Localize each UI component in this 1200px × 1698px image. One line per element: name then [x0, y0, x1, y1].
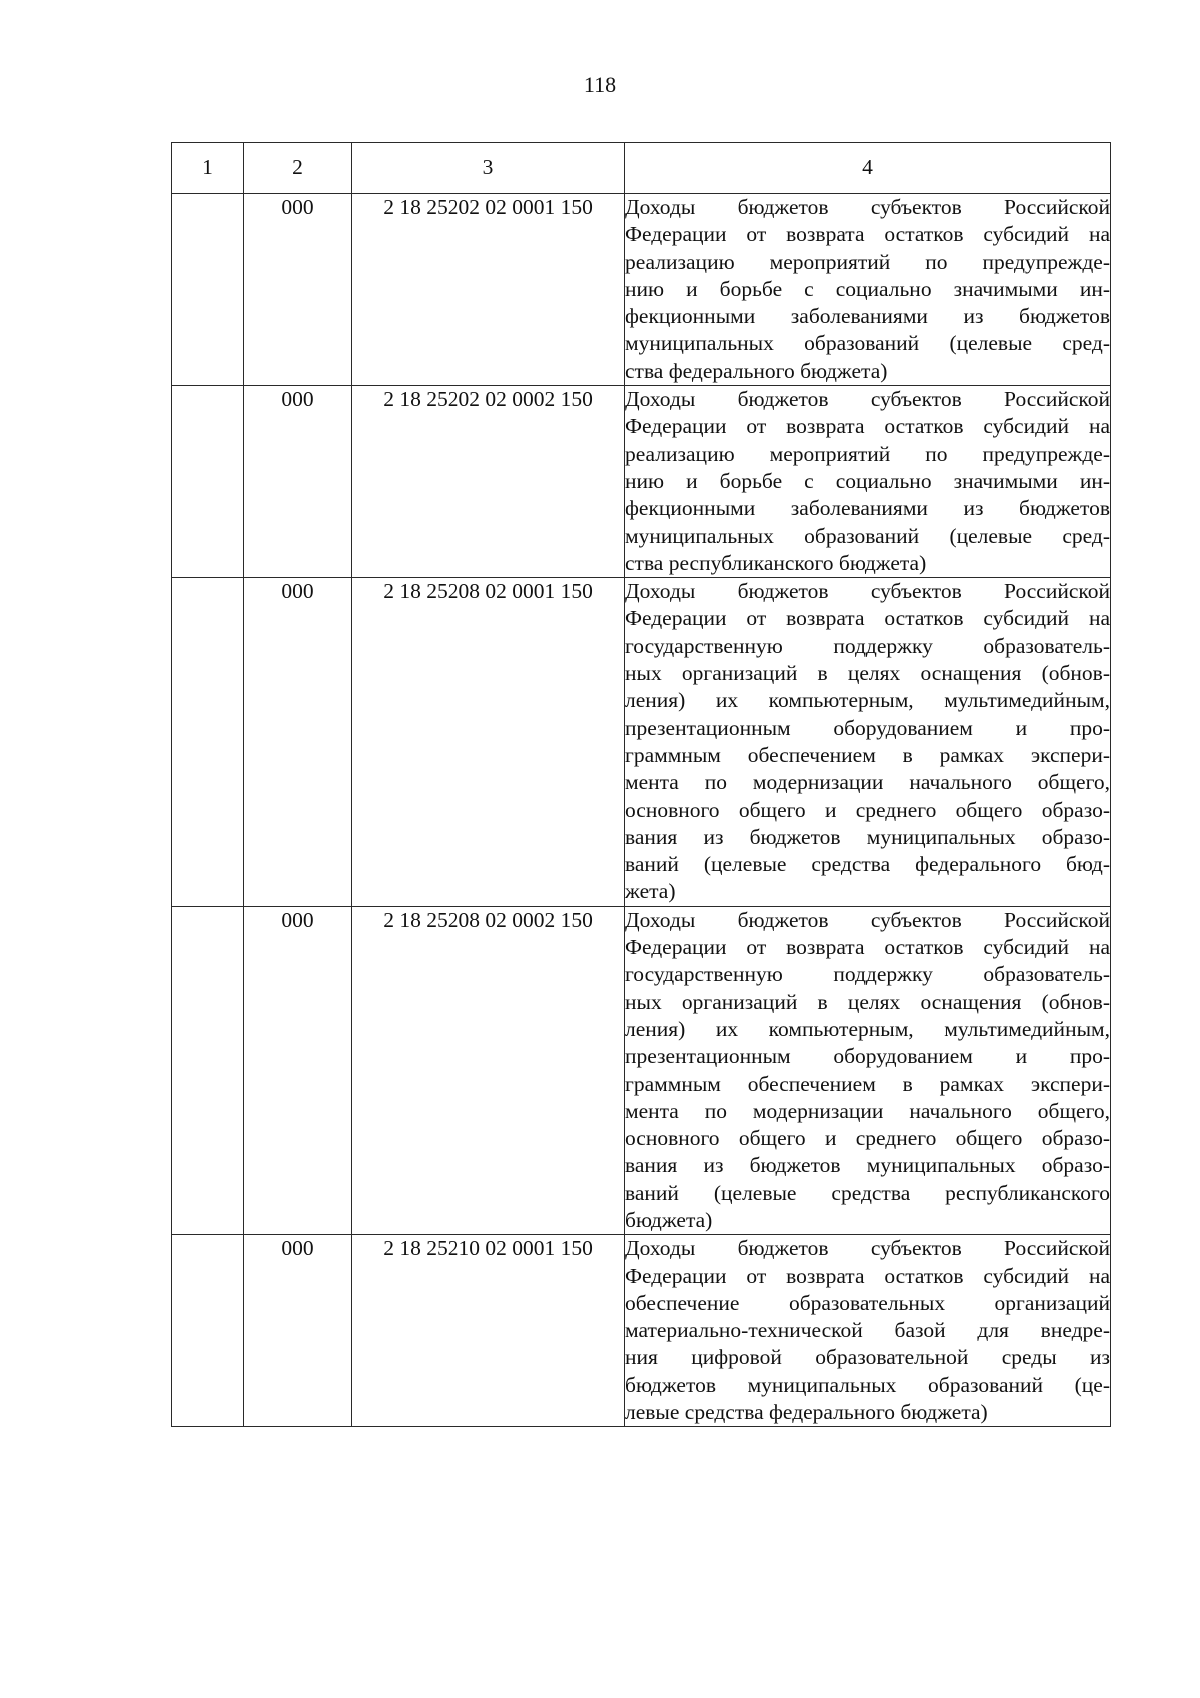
description-cell — [625, 906, 1111, 1235]
description-line: Федерации от возврата остатков субсидий на — [625, 414, 1110, 439]
description-line: ления) их компьютерным, мультимедийным, — [625, 1016, 1110, 1041]
description-line: фекционными заболеваниями из бюджетов — [625, 304, 1110, 329]
page-number: 118 — [583, 72, 617, 97]
row-number-cell — [172, 906, 244, 1235]
row-number-cell — [172, 1235, 244, 1427]
description-line: жета) — [625, 879, 676, 904]
description-line: государственную поддержку образователь- — [625, 962, 1110, 987]
description-line: государственную поддержку образователь- — [625, 633, 1110, 658]
description-cell — [625, 1235, 1111, 1427]
description-line: муниципальных образований (целевые сред- — [625, 523, 1110, 548]
budget-revenue-table — [171, 142, 1111, 1427]
admin-code-cell: 000 — [244, 578, 352, 907]
description-line: муниципальных образований (целевые сред- — [625, 331, 1110, 356]
description-line: ления) их компьютерным, мультимедийным, — [625, 688, 1110, 713]
description-line: Федерации от возврата остатков субсидий на — [625, 1263, 1110, 1288]
description-line: основного общего и среднего общего образо- — [625, 797, 1110, 822]
budget-code-cell: 2 18 25210 02 0001 150 — [352, 1235, 625, 1427]
admin-code-cell: 000 — [244, 906, 352, 1235]
budget-code-cell: 2 18 25208 02 0001 150 — [352, 578, 625, 907]
description-line: ных организаций в целях оснащения (обнов- — [625, 661, 1110, 686]
description-line: нию и борьбе с социально значимыми ин- — [625, 468, 1110, 493]
table-row — [172, 194, 1111, 386]
description-cell — [625, 386, 1111, 578]
description-line: бюджетов муниципальных образований (це- — [625, 1372, 1110, 1397]
description-line: левые средства федерального бюджета) — [625, 1400, 988, 1425]
description-line: обеспечение образовательных организаций — [625, 1290, 1110, 1315]
budget-code-cell: 2 18 25202 02 0001 150 — [352, 194, 625, 386]
description-line: фекционными заболеваниями из бюджетов — [625, 496, 1110, 521]
description-line: вания из бюджетов муниципальных образо- — [625, 824, 1110, 849]
description-line: презентационным оборудованием и про- — [625, 1044, 1110, 1069]
description-cell — [625, 194, 1111, 386]
description-line: Доходы бюджетов субъектов Российской — [625, 579, 1110, 604]
table-row — [172, 906, 1111, 1235]
description-line: ства республиканского бюджета) — [625, 550, 927, 575]
description-line: ния цифровой образовательной среды из — [625, 1345, 1110, 1370]
description-line: основного общего и среднего общего образо- — [625, 1126, 1110, 1151]
table-row — [172, 1235, 1111, 1427]
row-number-cell — [172, 578, 244, 907]
description-line: ных организаций в целях оснащения (обнов- — [625, 989, 1110, 1014]
description-line: бюджета) — [625, 1207, 713, 1232]
budget-code-cell: 2 18 25202 02 0002 150 — [352, 386, 625, 578]
description-line: презентационным оборудованием и про- — [625, 715, 1110, 740]
row-number-cell — [172, 386, 244, 578]
description-line: мента по модернизации начального общего, — [625, 770, 1110, 795]
table-header-row — [172, 143, 1111, 194]
table-row — [172, 386, 1111, 578]
column-header-3: 3 — [352, 143, 625, 194]
description-line: граммным обеспечением в рамках экспери- — [625, 1071, 1110, 1096]
description-line: Федерации от возврата остатков субсидий на — [625, 935, 1110, 960]
description-line: Федерации от возврата остатков субсидий на — [625, 606, 1110, 631]
description-line: Федерации от возврата остатков субсидий на — [625, 222, 1110, 247]
description-line: нию и борьбе с социально значимыми ин- — [625, 276, 1110, 301]
admin-code-cell: 000 — [244, 386, 352, 578]
description-line: Доходы бюджетов субъектов Российской — [625, 1236, 1110, 1261]
description-line: Доходы бюджетов субъектов Российской — [625, 195, 1110, 219]
description-line: реализацию мероприятий по предупрежде- — [625, 249, 1110, 274]
description-line: ваний (целевые средства федерального бюд- — [625, 852, 1110, 877]
description-line: реализацию мероприятий по предупрежде- — [625, 441, 1110, 466]
description-line: Доходы бюджетов субъектов Российской — [625, 387, 1110, 412]
description-line: Доходы бюджетов субъектов Российской — [625, 907, 1110, 932]
description-line: ства федерального бюджета) — [625, 358, 888, 383]
admin-code-cell: 000 — [244, 194, 352, 386]
column-header-1: 1 — [172, 143, 244, 194]
table-row — [172, 578, 1111, 907]
description-cell — [625, 578, 1111, 907]
column-header-2: 2 — [244, 143, 352, 194]
description-line: граммным обеспечением в рамках экспери- — [625, 742, 1110, 767]
column-header-4: 4 — [625, 143, 1111, 194]
row-number-cell — [172, 194, 244, 386]
description-line: материально-технической базой для внедре- — [625, 1318, 1110, 1343]
description-line: вания из бюджетов муниципальных образо- — [625, 1153, 1110, 1178]
budget-code-cell: 2 18 25208 02 0002 150 — [352, 906, 625, 1235]
admin-code-cell: 000 — [244, 1235, 352, 1427]
description-line: ваний (целевые средства республиканского — [625, 1180, 1110, 1205]
description-line: мента по модернизации начального общего, — [625, 1098, 1110, 1123]
